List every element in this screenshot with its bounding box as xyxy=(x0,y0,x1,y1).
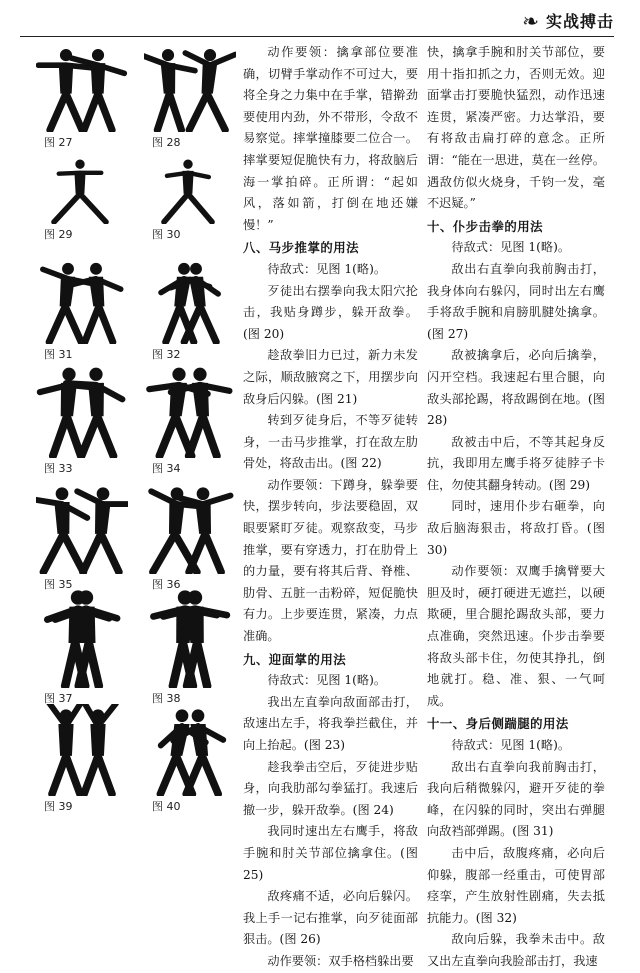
header-title xyxy=(522,9,614,32)
paragraph: 趁敌拳旧力已过，新力未发之际，顺敌腋窝之下，用摆步向敌身后闪躲。(图 21) xyxy=(243,345,418,410)
text-column-right xyxy=(427,42,605,973)
figure-14 xyxy=(144,704,234,796)
section-heading: 十、仆步击拳的用法 xyxy=(427,216,605,238)
text-column-left xyxy=(243,42,418,973)
figure-1 xyxy=(36,44,126,132)
two-fighters-clinch-icon xyxy=(144,258,236,344)
figure-11 xyxy=(36,584,126,688)
paragraph: 敌向后躲，我拳未击中。敌又出左直拳向我脸部击打，我速 xyxy=(427,929,605,972)
paragraph: 待敌式：见图 1(略)。 xyxy=(243,670,418,692)
paragraph: 待敌式：见图 1(略)。 xyxy=(427,735,605,757)
figure-8 xyxy=(144,362,234,458)
header-rule xyxy=(20,36,614,37)
figure-3 xyxy=(36,156,126,224)
figure-caption: 图 29 xyxy=(44,226,73,242)
paragraph: 歹徒出右摆拳向我太阳穴抡击，我贴身蹲步，躲开敌拳。(图 20) xyxy=(243,281,418,346)
figure-7 xyxy=(36,362,126,458)
paragraph: 敌出右直拳向我前胸击打，我向后稍微躲闪，避开歹徒的拳峰，在闪躲的同时，突出右弹腿向敌裆部弹踢。(图 31) xyxy=(427,757,605,843)
paragraph: 同时，速用仆步右砸拳，向敌后脑海狠击，将敌打昏。(图 30) xyxy=(427,496,605,561)
paragraph: 趁我拳击空后，歹徒进步贴身，向我肋部勾拳猛打。我速后撤一步，躲开敌拳。(图 24) xyxy=(243,757,418,822)
two-fighters-strike-icon xyxy=(36,362,128,458)
figure-caption: 图 28 xyxy=(152,134,181,150)
fighters-takedown-icon xyxy=(36,156,128,224)
paragraph: 动作要领：擒拿部位要准确，切臂手掌动作不可过大，要将全身之力集中在手掌，错擀劲要使用内劲，外不带形，令敌不易察觉。摔掌撞膝要二位合一。摔掌要短促脆快有力，将敌脑后海一掌拍碎。正所谓：“起如风，落如箭，打倒在地还嫌慢！” xyxy=(243,42,418,236)
paragraph: 待敌式：见图 1(略)。 xyxy=(427,237,605,259)
figure-13 xyxy=(36,704,126,796)
figure-10 xyxy=(144,482,234,574)
paragraph: 敌出右直拳向我前胸击打，我身体向右躲闪，同时出左右鹰手将敌手腕和肩膀肌腱处擒拿。(图 27) xyxy=(427,259,605,345)
two-fighters-kick-icon xyxy=(144,44,236,132)
paragraph: 敌被击中后，不等其起身反抗，我即用左鹰手将歹徒脖子卡住，勿使其翻身转动。(图 29) xyxy=(427,432,605,497)
paragraph: 动作要领：双鹰手擒臂要大胆及时，硬打硬进无遮拦，以硬欺硬，里合腿抡踢敌头部，要力点准确，突然迅速。仆步击拳要将敌头部卡住，勿使其挣扎，倒地就打。稳、准、狠、一气呵成。 xyxy=(427,561,605,712)
figure-6 xyxy=(144,258,234,344)
running-title: 实战搏击 xyxy=(546,9,614,32)
fighters-kick-high-icon xyxy=(144,482,236,574)
paragraph: 待敌式：见图 1(略)。 xyxy=(243,259,418,281)
section-mark-icon: ❧ xyxy=(522,13,540,29)
paragraph: 快，擒拿手腕和肘关节部位，要用十指扣抓之力，否则无效。迎面掌击打要脆快猛烈，动作迅速连贯，紧凑严密。力达掌沿，要有将敌击扁打碎的意念。正所谓：“能在一思进，莫在一丝停。遇敌仿似火烧身，千钧一发，毫不迟疑。” xyxy=(427,42,605,215)
figure-caption: 图 38 xyxy=(152,690,181,706)
fighters-arms-up-icon xyxy=(36,704,128,796)
figure-12 xyxy=(144,584,234,688)
section-heading: 十一、身后侧踹腿的用法 xyxy=(427,713,605,735)
paragraph: 转到歹徒身后，不等歹徒转身，一击马步推掌，打在敌左肋骨处，将敌击出。(图 22) xyxy=(243,410,418,475)
figure-caption: 图 33 xyxy=(44,460,73,476)
figure-2 xyxy=(144,44,234,132)
fighters-bend-icon xyxy=(144,704,236,796)
paragraph: 动作要领：双手格档躲出要 xyxy=(243,951,418,973)
figure-caption: 图 27 xyxy=(44,134,73,150)
paragraph: 敌被擒拿后，必向后擒拳，闪开空档。我速起右里合腿，向敌头部抡踢，将敌踢倒在地。(图 28) xyxy=(427,345,605,431)
figure-caption: 图 34 xyxy=(152,460,181,476)
figure-5 xyxy=(36,258,126,344)
paragraph: 我同时速出左右鹰手，将敌手腕和肘关节部位擒拿住。(图 25) xyxy=(243,821,418,886)
two-fighters-push-icon xyxy=(144,362,236,458)
paragraph: 敌疼痛不适，必向后躲闪。我上手一记右推掌，向歹徒面部狠击。(图 26) xyxy=(243,886,418,951)
figure-column xyxy=(36,44,242,807)
fighters-kick-low-icon xyxy=(36,482,128,574)
figure-caption: 图 32 xyxy=(152,346,181,362)
two-fighters-stance-icon xyxy=(36,258,128,344)
figure-caption: 图 30 xyxy=(152,226,181,242)
figure-9 xyxy=(36,482,126,574)
fighters-ground-icon xyxy=(144,156,236,224)
fighters-close-icon xyxy=(36,584,128,688)
figure-4 xyxy=(144,156,234,224)
paragraph: 我出左直拳向敌面部击打，敌速出左手，将我拳拦截住，并向上抬起。(图 23) xyxy=(243,692,418,757)
section-heading: 九、迎面掌的用法 xyxy=(243,649,418,671)
figure-caption: 图 39 xyxy=(44,798,73,814)
fighters-hold-icon xyxy=(144,584,236,688)
figure-caption: 图 31 xyxy=(44,346,73,362)
paragraph: 动作要领：下蹲身，躲拳要快，摆步转向，步法要稳固，双眼要紧盯歹徒。观察敌变，马步推掌，要有穿透力，打在肋骨上的力量，要有将其后背、脊椎、肋骨、五脏一击粉碎，短促脆快有力。上步要连贯，紧凑，力点准确。 xyxy=(243,475,418,648)
two-fighters-grappling-icon xyxy=(36,44,128,132)
figure-caption: 图 40 xyxy=(152,798,181,814)
figure-caption: 图 36 xyxy=(152,576,181,592)
section-heading: 八、马步推掌的用法 xyxy=(243,237,418,259)
figure-caption: 图 35 xyxy=(44,576,73,592)
figure-caption: 图 37 xyxy=(44,690,73,706)
paragraph: 击中后，敌腹疼痛，必向后仰躲，腹部一经重击，可使胃部痉挛，产生放射性剧痛，失去抵抗能力。(图 32) xyxy=(427,843,605,929)
